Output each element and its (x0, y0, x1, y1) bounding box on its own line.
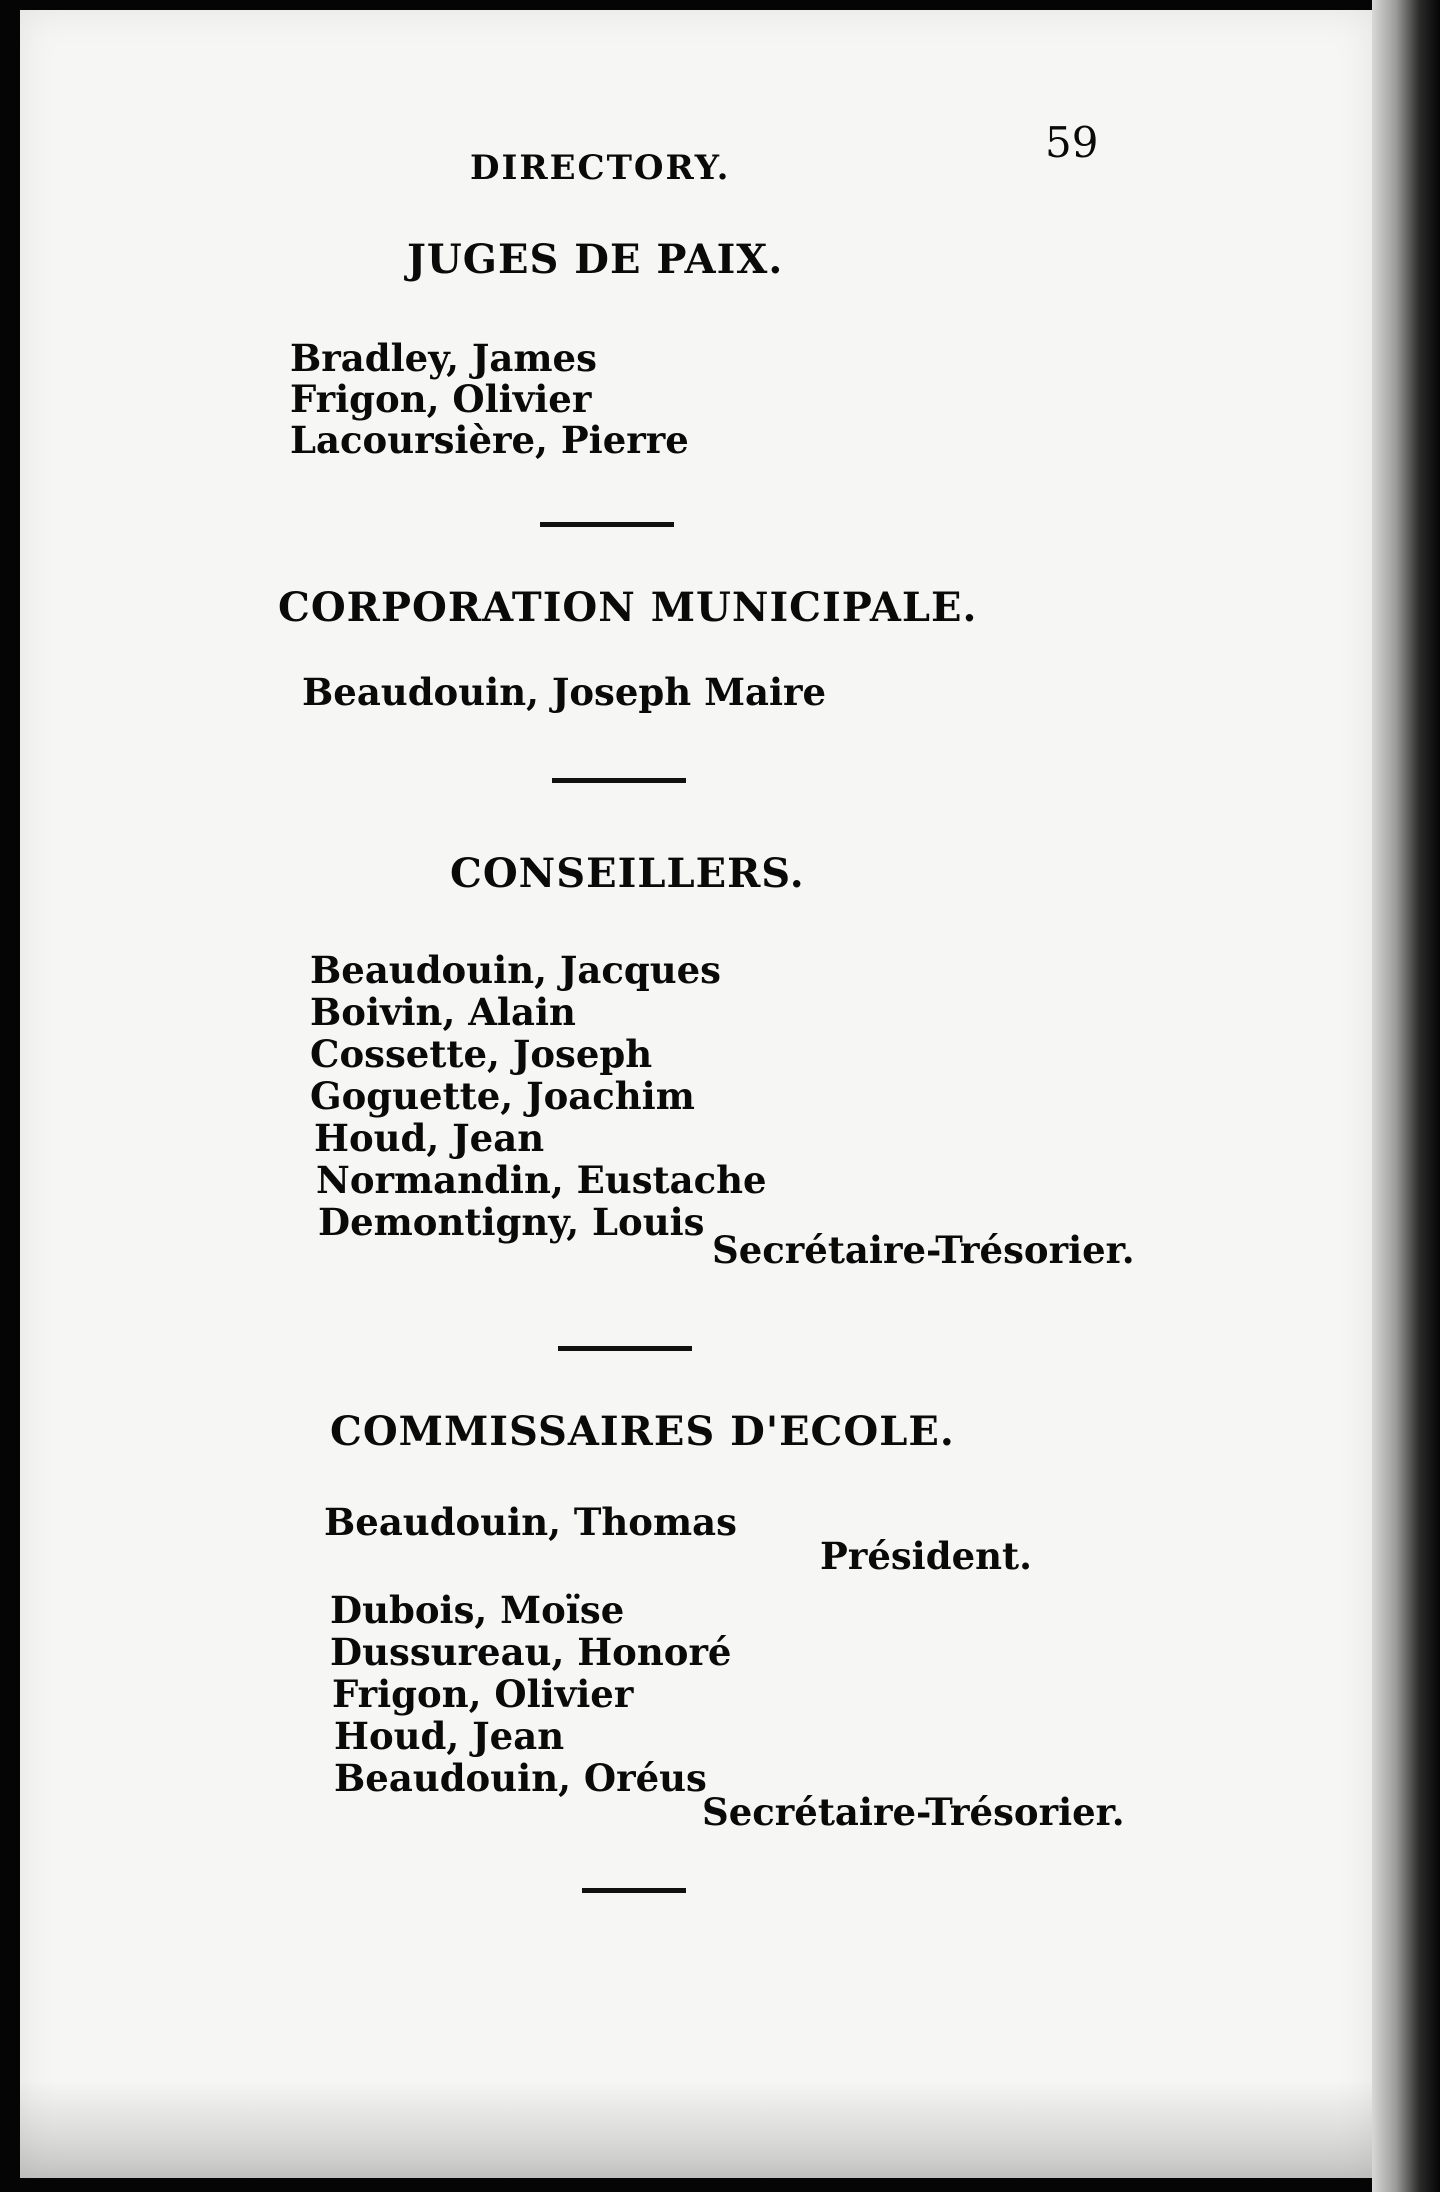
list-item: Lacoursière, Pierre (290, 418, 689, 462)
list-item: Beaudouin, Thomas (324, 1500, 737, 1544)
section-heading-commissaires: COMMISSAIRES D'ECOLE. (330, 1408, 955, 1455)
list-item: Dubois, Moïse (330, 1588, 625, 1632)
list-item: Boivin, Alain (310, 990, 576, 1034)
section-heading-juges: JUGES DE PAIX. (407, 236, 784, 283)
list-item: Bradley, James (290, 336, 597, 380)
page-edge (1372, 0, 1440, 2192)
list-item: Dussureau, Honoré (330, 1630, 732, 1674)
running-title: DIRECTORY. (470, 148, 731, 188)
section-heading-corporation: CORPORATION MUNICIPALE. (278, 584, 978, 631)
page-bottom-shadow (20, 2080, 1372, 2178)
list-item: Frigon, Olivier (332, 1672, 634, 1716)
list-item: Goguette, Joachim (310, 1074, 695, 1118)
list-item: Beaudouin, Jacques (310, 948, 722, 992)
list-item: Demontigny, Louis (318, 1200, 705, 1244)
section-divider (540, 522, 674, 527)
list-item: Cossette, Joseph (310, 1032, 653, 1076)
list-item: Frigon, Olivier (290, 377, 592, 421)
list-item: Beaudouin, Joseph Maire (302, 670, 827, 714)
president-title: Président. (820, 1534, 1033, 1578)
page-number: 59 (1045, 118, 1099, 167)
book-page (20, 10, 1372, 2178)
list-item: Beaudouin, Oréus (334, 1756, 707, 1800)
section-divider (552, 778, 686, 783)
section-divider (558, 1346, 692, 1351)
secretary-title: Secrétaire-Trésorier. (702, 1790, 1125, 1834)
list-item: Normandin, Eustache (316, 1158, 767, 1202)
list-item: Houd, Jean (334, 1714, 565, 1758)
section-divider (582, 1888, 686, 1893)
list-item: Houd, Jean (314, 1116, 545, 1160)
section-heading-conseillers: CONSEILLERS. (450, 850, 805, 897)
secretary-title: Secrétaire-Trésorier. (712, 1228, 1135, 1272)
